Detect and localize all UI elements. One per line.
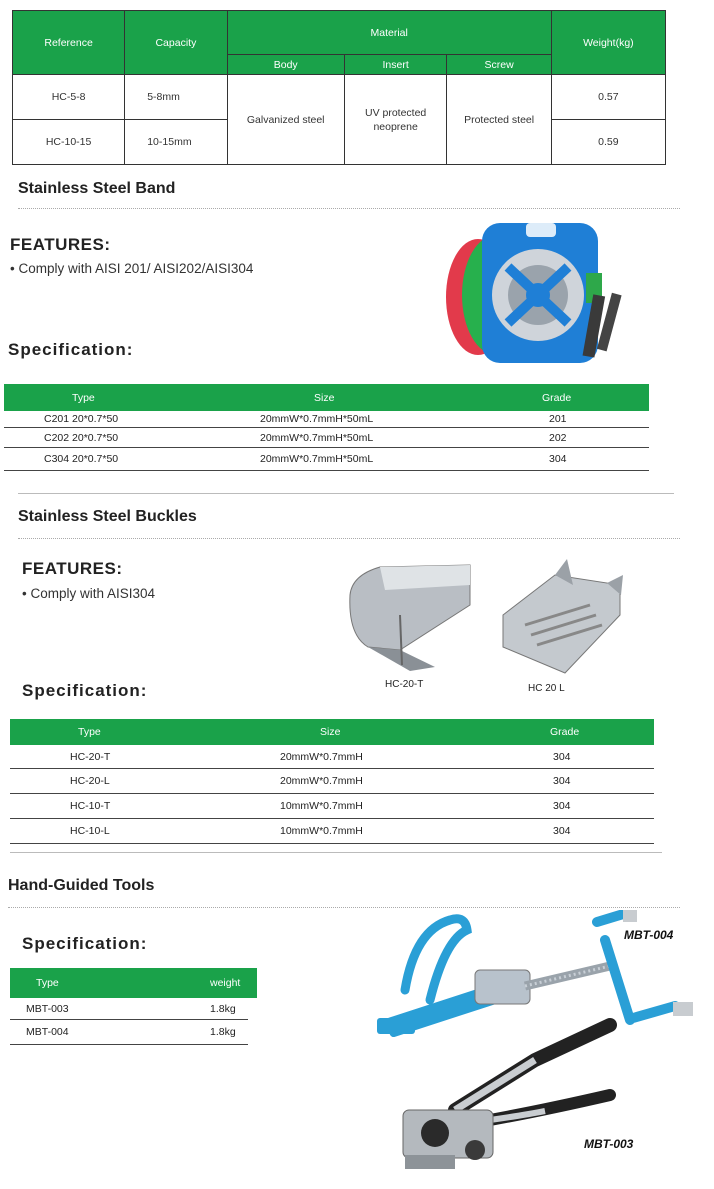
band-header-grade: Grade [542,391,572,404]
band-header-type: Type [72,391,95,404]
weight-cell: 0.57 [551,75,665,120]
divider [18,493,674,494]
type-cell: C201 20*0.7*50 [44,413,119,425]
header-weight: Weight(kg) [551,11,665,75]
header-capacity: Capacity [125,11,227,75]
band-spec-heading: Specification: [8,340,134,359]
divider [10,852,662,853]
buckle-hc-20-l-image [495,555,630,675]
type-cell: C202 20*0.7*50 [44,431,119,444]
size-cell: 20mmW*0.7mmH [280,750,363,763]
steel-band-reel-image [438,215,638,375]
type-cell: C304 20*0.7*50 [44,453,119,465]
table-row [10,819,654,844]
header-body: Body [227,55,344,75]
tools-section-title: Hand-Guided Tools [8,877,155,894]
insert-cell: UV protected neoprene [344,75,447,165]
mbt-003-tool-image [395,1015,620,1180]
size-cell: 10mmW*0.7mmH [280,825,363,837]
weight-cell: 1.8kg [210,1002,236,1015]
capacity-cell: 5-8mm [125,75,227,120]
grade-cell: 304 [553,750,571,763]
header-insert: Insert [344,55,447,75]
buckles-header-type: Type [78,726,101,738]
band-section-title: Stainless Steel Band [18,180,176,197]
divider [18,538,680,539]
body-cell: Galvanized steel [227,75,344,165]
type-cell: HC-20-L [70,775,110,787]
type-cell: MBT-003 [26,1002,69,1015]
size-cell: 10mmW*0.7mmH [280,800,363,812]
buckles-features-heading: FEATURES: [22,559,123,578]
buckle-caption-right: HC 20 L [528,683,565,694]
table-row [10,998,248,1020]
buckle-caption-left: HC-20-T [385,679,424,690]
table-row [4,411,649,428]
model-label-mbt-004: MBT-004 [624,928,674,942]
type-cell: HC-10-T [70,800,111,812]
reference-cell: HC-10-15 [13,120,125,165]
tools-header-weight: weight [210,977,241,989]
table-row [13,75,666,120]
grade-cell: 201 [549,413,567,425]
table-row [10,745,654,769]
buckles-header-size: Size [320,726,341,738]
grade-cell: 202 [549,431,567,444]
buckles-spec-header [10,719,654,745]
table-row [4,448,649,471]
grade-cell: 304 [553,800,571,812]
buckles-section-title: Stainless Steel Buckles [18,508,197,525]
band-features-heading: FEATURES: [10,235,111,254]
capacity-cell: 10-15mm [125,120,227,165]
size-cell: 20mmW*0.7mmH*50mL [260,431,374,444]
reference-cell: HC-5-8 [13,75,125,120]
tools-header-type: Type [36,977,59,989]
tools-spec-heading: Specification: [22,934,148,953]
size-cell: 20mmW*0.7mmH*50mL [260,453,374,465]
table-row [4,428,649,448]
type-cell: HC-20-T [70,750,111,763]
weight-cell: 0.59 [551,120,665,165]
table-row [10,769,654,794]
header-material: Material [227,11,551,55]
table-row [10,794,654,819]
buckle-hc-20-t-image [340,555,480,675]
band-spec-header [4,384,649,411]
screw-cell: Protected steel [447,75,551,165]
weight-cell: 1.8kg [210,1026,236,1038]
divider [18,208,680,209]
buckles-features-text: • Comply with AISI304 [22,586,156,601]
header-screw: Screw [447,55,551,75]
divider [8,907,680,908]
band-header-size: Size [314,391,335,404]
header-reference: Reference [13,11,125,75]
buckles-spec-heading: Specification: [22,681,148,700]
material-table [12,10,666,165]
type-cell: MBT-004 [26,1026,69,1038]
grade-cell: 304 [553,825,571,837]
size-cell: 20mmW*0.7mmH*50mL [260,413,374,425]
model-label-mbt-003: MBT-003 [584,1137,634,1151]
band-features-text: • Comply with AISI 201/ AISI202/AISI304 [10,261,254,276]
grade-cell: 304 [549,453,567,465]
table-row [10,1020,248,1045]
type-cell: HC-10-L [70,825,110,837]
buckles-header-grade: Grade [550,726,580,738]
tools-spec-header [10,968,257,998]
grade-cell: 304 [553,775,571,787]
size-cell: 20mmW*0.7mmH [280,775,363,787]
